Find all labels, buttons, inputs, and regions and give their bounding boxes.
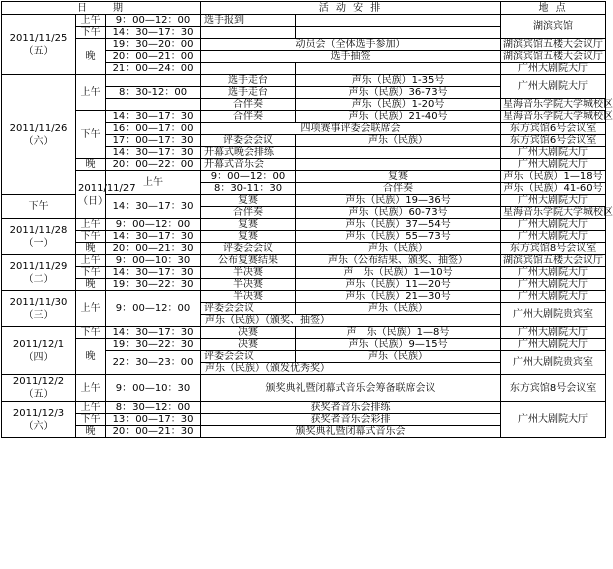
period-cell: 上午 (76, 255, 106, 267)
detail-cell: 声乐（民族）1—18号 (501, 171, 606, 183)
detail-cell: 声乐（公布结果、颁奖、抽签） (296, 255, 501, 267)
table-row (2, 243, 606, 255)
activity-cell: 合伴奏 (201, 111, 296, 123)
detail-cell (296, 159, 501, 171)
date-text: 2011/11/27 (78, 182, 136, 194)
date-text: 2011/11/30 (9, 296, 68, 308)
period-cell: 晚 (76, 243, 106, 255)
header-activity: 活 动 安 排 (201, 2, 501, 15)
time-cell: 19：30—22：30 (106, 339, 201, 351)
time-cell: 9：00—10：30 (106, 375, 201, 402)
period-cell: 上午 (76, 291, 106, 327)
activity-cell: 决赛 (201, 327, 296, 339)
table-row (2, 111, 606, 123)
activity-cell: 复赛 (201, 219, 296, 231)
date-cell (2, 375, 76, 402)
detail-cell: 声乐（民族）19—36号 (296, 195, 501, 207)
venue-cell: 广州大剧院大厅 (501, 219, 606, 231)
time-cell (106, 75, 201, 87)
period-cell: 晚 (76, 339, 106, 375)
time-cell: 8：30-11：30 (201, 183, 296, 195)
detail-cell: 声乐（民族）55—73号 (296, 231, 501, 243)
table-row (2, 327, 606, 339)
time-cell: 9：00—12：00 (106, 15, 201, 27)
venue-cell: 湖滨宾馆五楼大会议厅 (501, 51, 606, 63)
date-text: 2011/11/29 (9, 260, 68, 272)
activity-cell: 开幕式音乐会 (201, 159, 296, 171)
header-row (2, 2, 606, 15)
table-row (2, 219, 606, 231)
venue-cell: 东方宾馆6号会议室 (501, 123, 606, 135)
header-venue: 地 点 (501, 2, 606, 15)
time-cell: 8：30-12：00 (106, 87, 201, 99)
table-row (2, 75, 606, 87)
detail-cell: 声乐（民族） (296, 351, 501, 363)
activity-cell: 获奖者音乐会彩排 (201, 414, 501, 426)
detail-cell: 声乐（民族）1-35号 (296, 75, 501, 87)
detail-cell: 声乐（民族）37—54号 (296, 219, 501, 231)
period-cell: 下午 (2, 195, 76, 219)
activity-cell: 颁奖典礼暨闭幕式音乐会 (201, 426, 501, 438)
date-cell (2, 291, 76, 327)
venue-cell: 广州大剧院大厅 (501, 159, 606, 171)
venue-cell: 星海音乐学院大学城校区 (501, 99, 606, 111)
period-cell: 下午 (76, 27, 106, 39)
time-cell: 14：30—17：30 (106, 27, 201, 39)
venue-cell: 广州大剧院贵宾室 (501, 303, 606, 327)
period-cell: 晚 (76, 39, 106, 75)
table-row (2, 279, 606, 291)
activity-cell: 四项赛事评委会联席会 (201, 123, 501, 135)
activity-cell: 复赛 (201, 195, 296, 207)
table-row (2, 159, 606, 171)
venue-cell: 广州大剧院大厅 (501, 279, 606, 291)
time-cell: 17：00—17：30 (106, 135, 201, 147)
weekday-text: （三） (23, 309, 54, 321)
date-text: 2011/11/28 (9, 224, 68, 236)
activity-cell: 合伴奏 (296, 183, 501, 195)
activity-cell: 声乐（民族）（颁奖、抽签） (201, 315, 501, 327)
activity-cell: 合伴奏 (201, 207, 296, 219)
table-row (2, 15, 606, 27)
weekday-text: （四） (23, 351, 54, 363)
venue-cell: 广州大剧院大厅 (501, 402, 606, 438)
detail-cell: 声乐（民族）21—30号 (296, 291, 501, 303)
time-cell: 20：00—21：30 (106, 243, 201, 255)
venue-cell: 广州大剧院大厅 (501, 327, 606, 339)
detail-cell (296, 147, 501, 159)
activity-cell: 颁奖典礼暨闭幕式音乐会筹备联席会议 (201, 375, 501, 402)
table-row (2, 267, 606, 279)
venue-cell: 广州大剧院大厅 (501, 231, 606, 243)
period-cell: 上午 (76, 219, 106, 231)
period-cell: 上午 (106, 171, 201, 195)
period-cell: 上午 (76, 75, 106, 111)
period-cell: 下午 (76, 327, 106, 339)
venue-cell: 广州大剧院大厅 (501, 291, 606, 303)
venue-cell: 广州大剧院大厅 (501, 63, 606, 75)
table-row (2, 339, 606, 351)
period-cell: 下午 (76, 414, 106, 426)
venue-cell: 广州大剧院大厅 (501, 339, 606, 351)
detail-cell: 声乐（民族）21-40号 (296, 111, 501, 123)
activity-cell: 评委会会议 (201, 303, 296, 315)
activity-cell: 评委会会议 (201, 351, 296, 363)
venue-cell: 广州大剧院大厅 (501, 267, 606, 279)
detail-cell: 声乐（民族）11—20号 (296, 279, 501, 291)
period-cell: 下午 (76, 111, 106, 159)
detail-cell: 声乐（民族） (296, 243, 501, 255)
activity-cell: 评委会会议 (201, 243, 296, 255)
venue-cell: 湖滨宾馆五楼大会议厅 (501, 39, 606, 51)
period-cell: 晚 (76, 426, 106, 438)
activity-cell: 决赛 (201, 339, 296, 351)
detail-cell: 声乐（民族）41-60号 (501, 183, 606, 195)
venue-cell: 广州大剧院大厅 (501, 75, 606, 99)
weekday-text: （六） (23, 420, 54, 432)
date-text: 2011/12/2 (12, 376, 65, 387)
activity-cell: 半决赛 (201, 279, 296, 291)
venue-cell: 广州大剧院大厅 (501, 147, 606, 159)
activity-cell: 公布复赛结果 (201, 255, 296, 267)
detail-cell (296, 27, 501, 39)
detail-cell: 声乐（民族）9—15号 (296, 339, 501, 351)
table-row (2, 291, 606, 303)
time-cell: 9：00—12：00 (106, 219, 201, 231)
activity-cell: 选手走台 (201, 75, 296, 87)
time-cell: 20：00—21：00 (106, 51, 201, 63)
time-cell: 16：00—17：00 (106, 123, 201, 135)
venue-cell: 广州大剧院贵宾室 (501, 351, 606, 375)
venue-cell: 东方宾馆8号会议室 (501, 375, 606, 402)
activity-cell: 获奖者音乐会排练 (201, 402, 501, 414)
table-row (2, 231, 606, 243)
detail-cell (296, 15, 501, 27)
venue-cell: 湖滨宾馆 (501, 15, 606, 39)
time-cell: 19：30—22：30 (106, 279, 201, 291)
date-text: 2011/11/25 (9, 32, 68, 44)
time-cell: 9：00—12：00 (201, 171, 296, 183)
table-row (2, 39, 606, 51)
time-cell: 9：00—12：00 (106, 291, 201, 327)
time-cell: 13：00—17：30 (106, 414, 201, 426)
venue-cell: 东方宾馆8号会议室 (501, 243, 606, 255)
detail-cell (296, 63, 501, 75)
period-cell: 上午 (76, 15, 106, 27)
time-cell: 20：00—22：00 (106, 159, 201, 171)
period-cell: 下午 (76, 267, 106, 279)
date-text: 2011/11/26 (9, 122, 68, 134)
table-row (2, 171, 606, 183)
weekday-text: （日） (78, 195, 108, 207)
time-cell: 14：30—17：30 (106, 195, 201, 219)
date-cell (2, 219, 76, 255)
date-cell (2, 75, 76, 195)
detail-cell: 声乐（民族） (296, 135, 501, 147)
venue-cell: 星海音乐学院大学城校区 (501, 111, 606, 123)
activity-cell: 评委会会议 (201, 135, 296, 147)
date-text: 2011/12/1 (12, 338, 65, 350)
detail-cell: 声乐（民族） (296, 303, 501, 315)
activity-cell: 选手报到 (201, 15, 296, 27)
table-row (2, 402, 606, 414)
detail-cell: 声 乐（民族）1—8号 (296, 327, 501, 339)
weekday-text: （五） (23, 45, 54, 57)
activity-cell: 复赛 (201, 231, 296, 243)
activity-cell: 选手走台 (201, 87, 296, 99)
activity-cell (201, 63, 296, 75)
activity-cell: 复赛 (296, 171, 501, 183)
activity-cell (201, 27, 296, 39)
time-cell: 21：00—24：00 (106, 63, 201, 75)
time-cell: 14：30—17：30 (106, 267, 201, 279)
weekday-text: （六） (23, 135, 54, 147)
period-cell: 晚 (76, 159, 106, 171)
time-cell: 14：30—17：30 (106, 327, 201, 339)
time-cell (106, 99, 201, 111)
activity-cell: 选手抽签 (201, 51, 501, 63)
header-date: 日 期 (2, 2, 201, 15)
period-cell: 晚 (76, 279, 106, 291)
time-cell: 14：30—17：30 (106, 111, 201, 123)
date-cell (2, 402, 76, 438)
time-cell: 19：30—20：00 (106, 39, 201, 51)
detail-cell: 声 乐（民族）1—10号 (296, 267, 501, 279)
weekday-text: （二） (23, 273, 54, 285)
time-cell: 14：30—17：30 (106, 147, 201, 159)
schedule-table (1, 1, 613, 438)
weekday-text: （五） (23, 389, 54, 400)
venue-cell: 湖滨宾馆五楼大会议厅 (501, 255, 606, 267)
activity-cell: 半决赛 (201, 267, 296, 279)
detail-cell: 声乐（民族）60-73号 (296, 207, 501, 219)
venue-cell: 星海音乐学院大学城校区 (501, 207, 606, 219)
date-cell (2, 255, 76, 291)
period-cell: 上午 (76, 375, 106, 402)
activity-cell: 动员会（全体选手参加） (201, 39, 501, 51)
time-cell: 8：30—12：00 (106, 402, 201, 414)
date-text: 2011/12/3 (12, 407, 65, 419)
date-cell (2, 327, 76, 375)
venue-cell: 广州大剧院大厅 (501, 195, 606, 207)
activity-cell: 半决赛 (201, 291, 296, 303)
time-cell: 9：00—10：30 (106, 255, 201, 267)
date-cell (2, 15, 76, 75)
period-cell: 上午 (76, 402, 106, 414)
activity-cell: 合伴奏 (201, 99, 296, 111)
date-cell (76, 171, 136, 219)
activity-cell: 开幕式晚会排练 (201, 147, 296, 159)
detail-cell: 声乐（民族）36-73号 (296, 87, 501, 99)
period-cell: 下午 (76, 231, 106, 243)
time-cell: 14：30—17：30 (106, 231, 201, 243)
venue-cell: 东方宾馆6号会议室 (501, 135, 606, 147)
activity-cell: 声乐（民族）（颁发优秀奖） (201, 363, 501, 375)
time-cell: 22：30—23：00 (106, 351, 201, 375)
weekday-text: （一） (23, 237, 54, 249)
detail-cell: 声乐（民族）1-20号 (296, 99, 501, 111)
time-cell: 20：00—21：30 (106, 426, 201, 438)
